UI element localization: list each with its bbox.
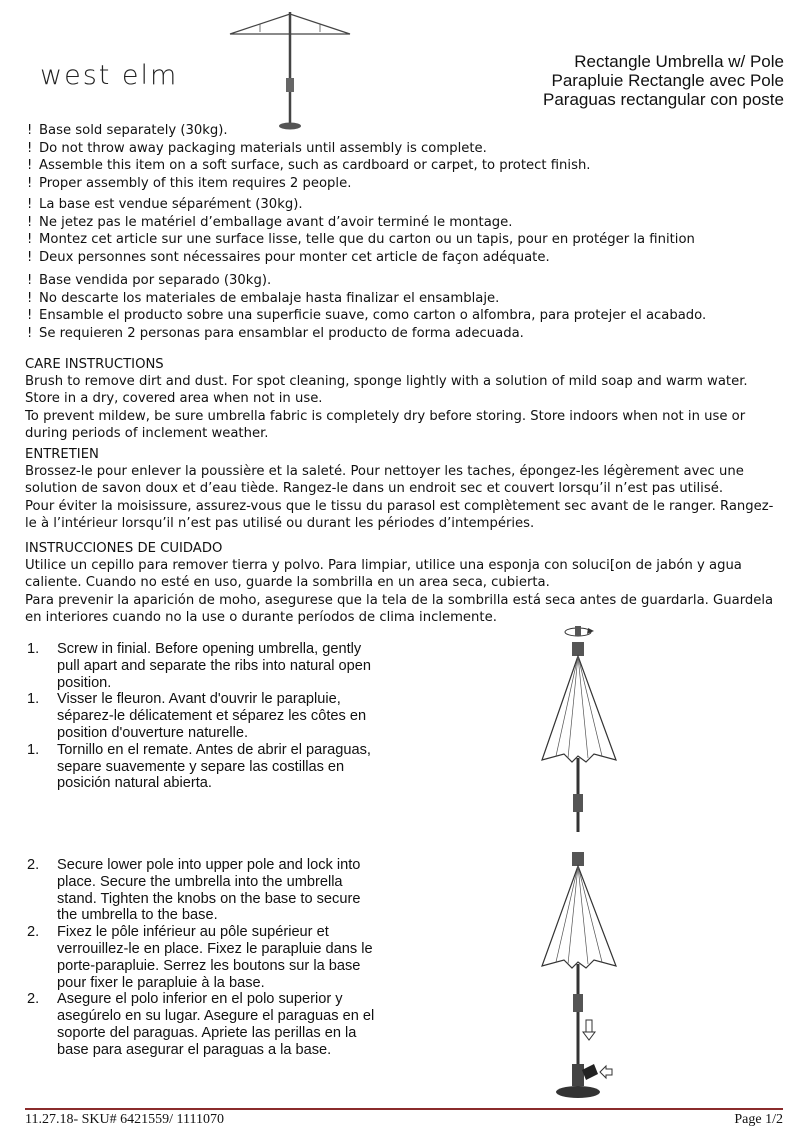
paragraph: To prevent mildew, be sure umbrella fabric is completely dry before storing. Store indoors when not in use or during periods of inclement weather. bbox=[25, 408, 746, 441]
footer-rule bbox=[25, 1108, 783, 1110]
step-item: 1. Tornillo en el remate. Antes de abrir el paraguas, separe suavemente y separe las costillas en posición natural abierta. bbox=[27, 741, 371, 792]
care-en bbox=[25, 356, 785, 442]
warning-line: ! Base sold separately (30kg). bbox=[27, 123, 228, 138]
warnings-fr bbox=[27, 196, 695, 266]
warning-line: ! Ne jetez pas le matériel d’emballage avant d’avoir terminé le montage. bbox=[27, 214, 513, 230]
paragraph: Brossez-le pour enlever la poussière et la saleté. Pour nettoyer les taches, épongez-les légèrement avec une solution de savon doux et d’eau tiède. Rangez-le dans un endroit sec et couvert lorsqu’il n’est pas utilisé. bbox=[25, 464, 744, 497]
paragraph: Utilice un cepillo para remover tierra y polvo. Para limpiar, utilice una esponja con soluci[on de jabón y agua caliente. Cuando no esté en uso, guarde la sombrilla en un area seca, cubierta. bbox=[25, 558, 742, 591]
product-titles bbox=[543, 52, 784, 109]
warning-line: ! Proper assembly of this item requires 2 people. bbox=[27, 175, 352, 191]
paragraph: Pour éviter la moisissure, assurez-vous que le tissu du parasol est complètement sec avant de le ranger. Rangez-le à l’intérieur lorsqu’il n’est pas utilisé ou durant les périodes d’intempéries. bbox=[25, 498, 774, 531]
paragraph: Brush to remove dirt and dust. For spot cleaning, sponge lightly with a solution of mild soap and warm water. Store in a dry, covered area when not in use. bbox=[25, 374, 748, 407]
step-item: 2. Asegure el polo inferior en el polo superior y asegúrelo en su lugar. Asegure el paraguas en el soporte del paraguas. Apriete las perillas en la base para asegurar el paraguas a la base. bbox=[27, 991, 375, 1058]
finial-rotate-icon bbox=[565, 626, 594, 636]
care-fr bbox=[25, 446, 785, 532]
umbrella-install-icon bbox=[520, 848, 640, 1102]
warning-line: ! Do not throw away packaging materials until assembly is complete. bbox=[27, 140, 487, 156]
footer bbox=[25, 1108, 783, 1144]
footer-page: Page 1/2 bbox=[734, 1112, 783, 1127]
title-en: Rectangle Umbrella w/ Pole bbox=[574, 52, 784, 71]
brand-logo: west elm bbox=[40, 60, 179, 91]
step-item: 2. Secure lower pole into upper pole and lock into place. Secure the umbrella into the umbrella stand. Tighten the knobs on the base to secure the umbrella to the base. bbox=[27, 857, 361, 924]
warning-line: ! La base est vendue séparément (30kg). bbox=[27, 197, 303, 212]
warning-line: ! Montez cet article sur une surface lisse, telle que du carton ou un tapis, pour en protéger la finition bbox=[27, 232, 695, 247]
umbrella-icon bbox=[228, 8, 352, 132]
step-1 bbox=[27, 641, 377, 792]
section-heading: ENTRETIEN bbox=[25, 447, 99, 462]
warning-line: ! Deux personnes sont nécessaires pour monter cet article de façon adéquate. bbox=[27, 249, 550, 265]
step-2 bbox=[27, 857, 377, 1059]
umbrella-closed-icon bbox=[520, 622, 640, 834]
step-item: 1. Visser le fleuron. Avant d'ouvrir le parapluie, séparez-le délicatement et séparez les côtes en position d'ouverture naturelle. bbox=[27, 691, 367, 741]
warnings-en bbox=[27, 122, 591, 192]
warning-line: ! Base vendida por separado (30kg). bbox=[27, 273, 272, 288]
paragraph: Para prevenir la aparición de moho, asegurese que la tela de la sombrilla está seca antes de guardarla. Guardela en interiores cuando no la use o durante períodos de clima inclemente. bbox=[25, 592, 774, 625]
warning-line: ! Assemble this item on a soft surface, such as cardboard or carpet, to protect finish. bbox=[27, 158, 591, 173]
care-es bbox=[25, 540, 785, 626]
left-arrow-icon bbox=[600, 1066, 612, 1078]
step-item: 1. Screw in finial. Before opening umbrella, gently pull apart and separate the ribs into natural open position. bbox=[27, 641, 371, 691]
section-heading: CARE INSTRUCTIONS bbox=[25, 357, 164, 372]
title-es: Paraguas rectangular con poste bbox=[543, 90, 784, 109]
warnings-es bbox=[27, 272, 706, 342]
warning-line: ! Ensamble el producto sobre una superficie suave, como carton o alfombra, para protejer el acabado. bbox=[27, 308, 707, 323]
warning-line: ! Se requieren 2 personas para ensamblar el producto de forma adecuada. bbox=[27, 325, 524, 341]
title-fr: Parapluie Rectangle avec Pole bbox=[551, 71, 784, 90]
step-item: 2. Fixez le pôle inférieur au pôle supérieur et verrouillez-le en place. Fixez le parapluie dans le porte-parapluie. Serrez les boutons sur la base pour fixer le parapluie à la base. bbox=[27, 924, 373, 991]
warning-line: ! No descarte los materiales de embalaje hasta finalizar el ensamblaje. bbox=[27, 290, 500, 306]
down-arrow-icon bbox=[583, 1020, 595, 1040]
section-heading: INSTRUCCIONES DE CUIDADO bbox=[25, 541, 223, 556]
footer-sku: 11.27.18- SKU# 6421559/ 1111070 bbox=[25, 1112, 224, 1127]
